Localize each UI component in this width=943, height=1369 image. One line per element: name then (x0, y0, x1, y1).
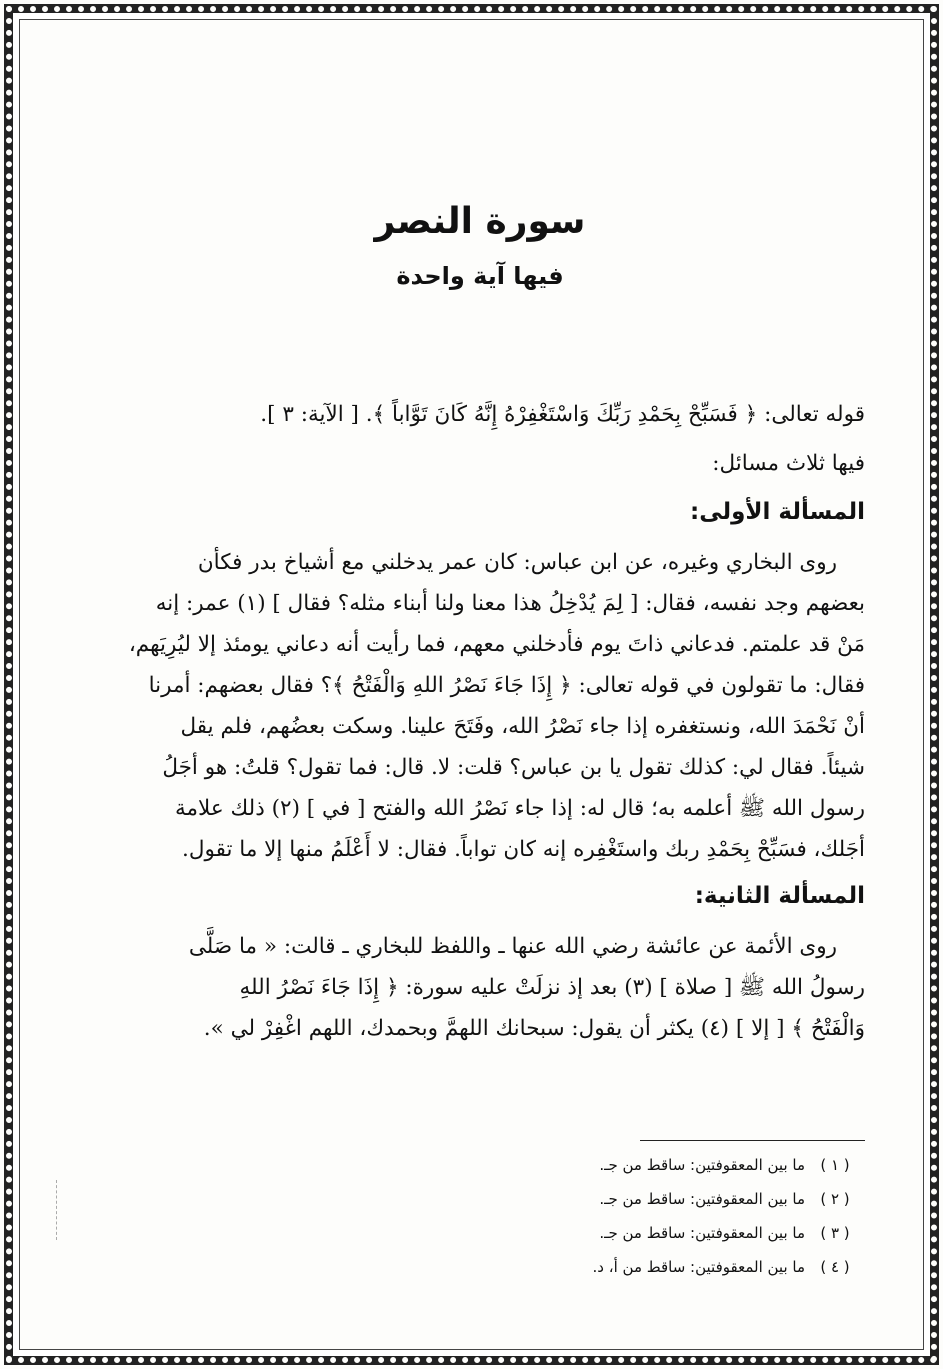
section-1-line: روى البخاري وغيره، عن ابن عباس: كان عمر يدخلني مع أشياخ بدر فكأن (197, 550, 837, 575)
footnote-number: ( ١ ) (820, 1156, 850, 1174)
section-2-body (95, 926, 865, 1049)
section-1-line: أجَلك، فسَبِّحْ بِحَمْدِ ربك واستَغْفِره إنه كان تواباً. فقال: لا أَعْلَمُ منها إلا ما تقول. (182, 837, 865, 862)
section-2-line: رسولُ الله ﷺ [ صلاة ] (٣) بعد إذ نزلَتْ عليه سورة: ﴿ إِذَا جَاءَ نَصْرُ اللهِ (239, 975, 865, 1000)
surah-subtitle: فيها آية واحدة (396, 262, 564, 290)
footnote-number: ( ٤ ) (820, 1258, 850, 1276)
footnote-item (365, 1250, 865, 1284)
footnote-divider (640, 1140, 865, 1141)
section-2-line: روى الأئمة عن عائشة رضي الله عنها ـ واللفظ للبخاري ـ قالت: « ما صَلَّى (188, 934, 837, 959)
section-2-line: وَالْفَتْحُ ﴾ [ إلا ] (٤) يكثر أن يقول: سبحانك اللهمَّ وبحمدك، اللهم اغْفِرْ لي ». (203, 1016, 865, 1041)
footnote-item (365, 1148, 865, 1182)
section-1-line: أنْ نَحْمَدَ الله، ونستغفره إذا جاء نَصْرُ الله، وفَتَحَ علينا. وسكت بعضُهم، فلم يقل (180, 714, 865, 739)
section-1-line: مَنْ قد علمتم. فدعاني ذاتَ يوم فأدخلني معهم، فما رأيت أنه دعاني يومئذ إلا ليُرِيَهم، (128, 632, 865, 657)
surah-title: سورة النصر (374, 201, 586, 242)
footnote-text: ما بين المعقوفتين: ساقط من أ، د. (592, 1258, 805, 1276)
section-1-body (95, 542, 865, 870)
verse-line: قوله تعالى: ﴿ فَسَبِّحْ بِحَمْدِ رَبِّكَ وَاسْتَغْفِرْهُ إِنَّهُ كَانَ تَوَّاباً ﴾. [ الآية: ٣ ]. (260, 402, 865, 427)
footnote-item (365, 1182, 865, 1216)
section-1-line: فقال: ما تقولون في قوله تعالى: ﴿ إِذَا جَاءَ نَصْرُ اللهِ وَالْفَتْحُ ﴾؟ فقال بعضهم: أمرنا (148, 673, 865, 698)
footnote-number: ( ٢ ) (820, 1190, 850, 1208)
footnotes (365, 1148, 865, 1284)
footnote-text: ما بين المعقوفتين: ساقط من جـ. (599, 1156, 805, 1174)
margin-mark (56, 1180, 58, 1240)
section-2-heading: المسألة الثانية: (694, 883, 865, 909)
section-1-line: شيئاً. فقال لي: كذلك تقول يا بن عباس؟ قلت: لا. قال: فما تقول؟ قلتُ: هو أجَلُ (162, 755, 865, 780)
page-content (95, 190, 865, 1049)
footnote-text: ما بين المعقوفتين: ساقط من جـ. (599, 1224, 805, 1242)
footnote-text: ما بين المعقوفتين: ساقط من جـ. (599, 1190, 805, 1208)
section-1-heading: المسألة الأولى: (690, 499, 865, 525)
footnote-number: ( ٣ ) (820, 1224, 850, 1242)
issues-count-line: فيها ثلاث مسائل: (712, 451, 865, 476)
section-1-line: رسول الله ﷺ أعلمه به؛ قال له: إذا جاء نَصْرُ الله والفتح [ في ] (٢) ذلك علامة (175, 796, 865, 821)
section-1-line: بعضهم وجد نفسه، فقال: [ لِمَ يُدْخِلُ هذا معنا ولنا أبناء مثله؟ فقال ] (١) عمر: إنه (155, 591, 865, 616)
footnote-item (365, 1216, 865, 1250)
